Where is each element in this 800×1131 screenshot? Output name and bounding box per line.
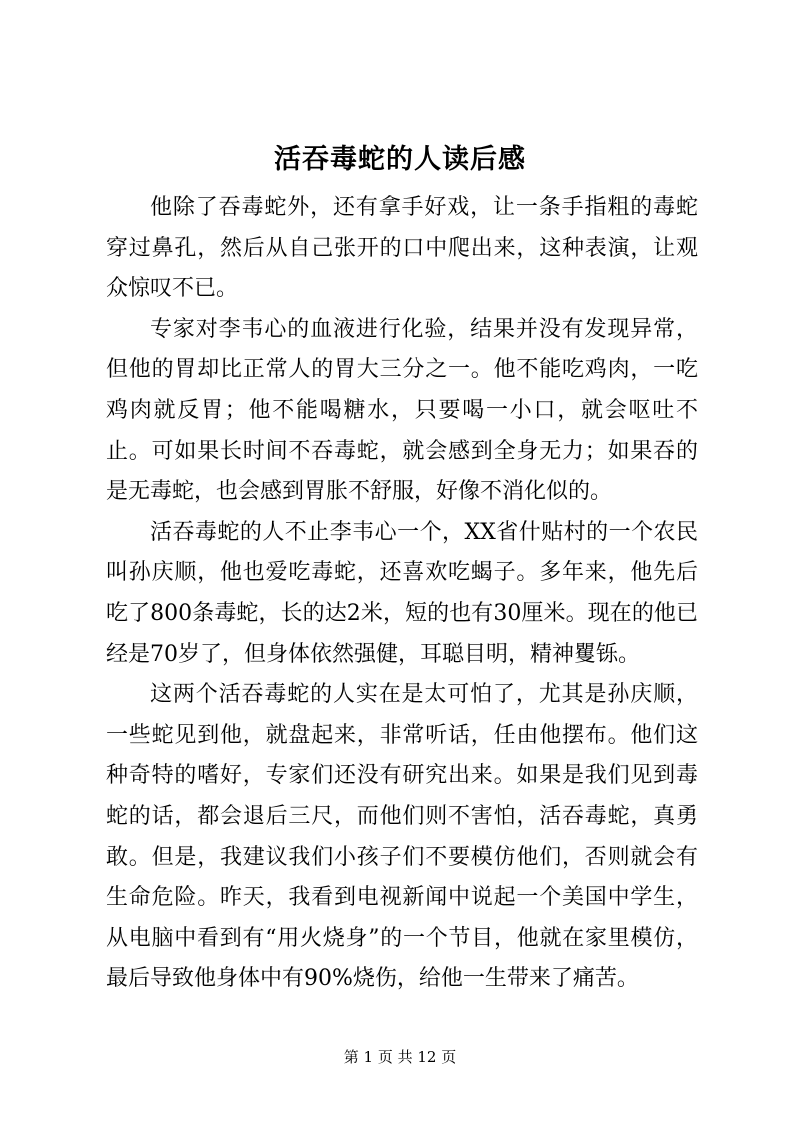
paragraph-3: 活吞毒蛇的人不止李韦心一个，XX省什贴村的一个农民叫孙庆顺，他也爱吃毒蛇，还喜欢吃蝎子。多年来，他先后吃了800条毒蛇，长的达2米，短的也有30厘米。现在的他已经是70岁了，但身体依然强健，耳聪目明，精神矍铄。 — [106, 519, 698, 667]
document-body — [106, 188, 698, 1000]
page-number-footer: 第 1 页 共 12 页 — [343, 1048, 457, 1066]
paragraph-4: 这两个活吞毒蛇的人实在是太可怕了，尤其是孙庆顺，一些蛇见到他，就盘起来，非常听话，任由他摆布。他们这种奇特的嗜好，专家们还没有研究出来。如果是我们见到毒蛇的话，都会退后三尺，而他们则不害怕，活吞毒蛇，真勇敢。但是，我建议我们小孩子们不要模仿他们，否则就会有生命危险。昨天，我看到电视新闻中说起一个美国中学生，从电脑中看到有“用火烧身”的一个节目，他就在家里模仿，最后导致他身体中有90%烧伤，给他一生带来了痛苦。 — [106, 682, 698, 992]
paragraph-1: 他除了吞毒蛇外，还有拿手好戏，让一条手指粗的毒蛇穿过鼻孔，然后从自己张开的口中爬出来，这种表演，让观众惊叹不已。 — [106, 195, 698, 302]
document-title: 活吞毒蛇的人读后感 — [274, 144, 526, 175]
paragraph-2: 专家对李韦心的血液进行化验，结果并没有发现异常，但他的胃却比正常人的胃大三分之一。他不能吃鸡肉，一吃鸡肉就反胃；他不能喝糖水，只要喝一小口，就会呕吐不止。可如果长时间不吞毒蛇，就会感到全身无力；如果吞的是无毒蛇，也会感到胃胀不舒服，好像不消化似的。 — [106, 316, 698, 505]
